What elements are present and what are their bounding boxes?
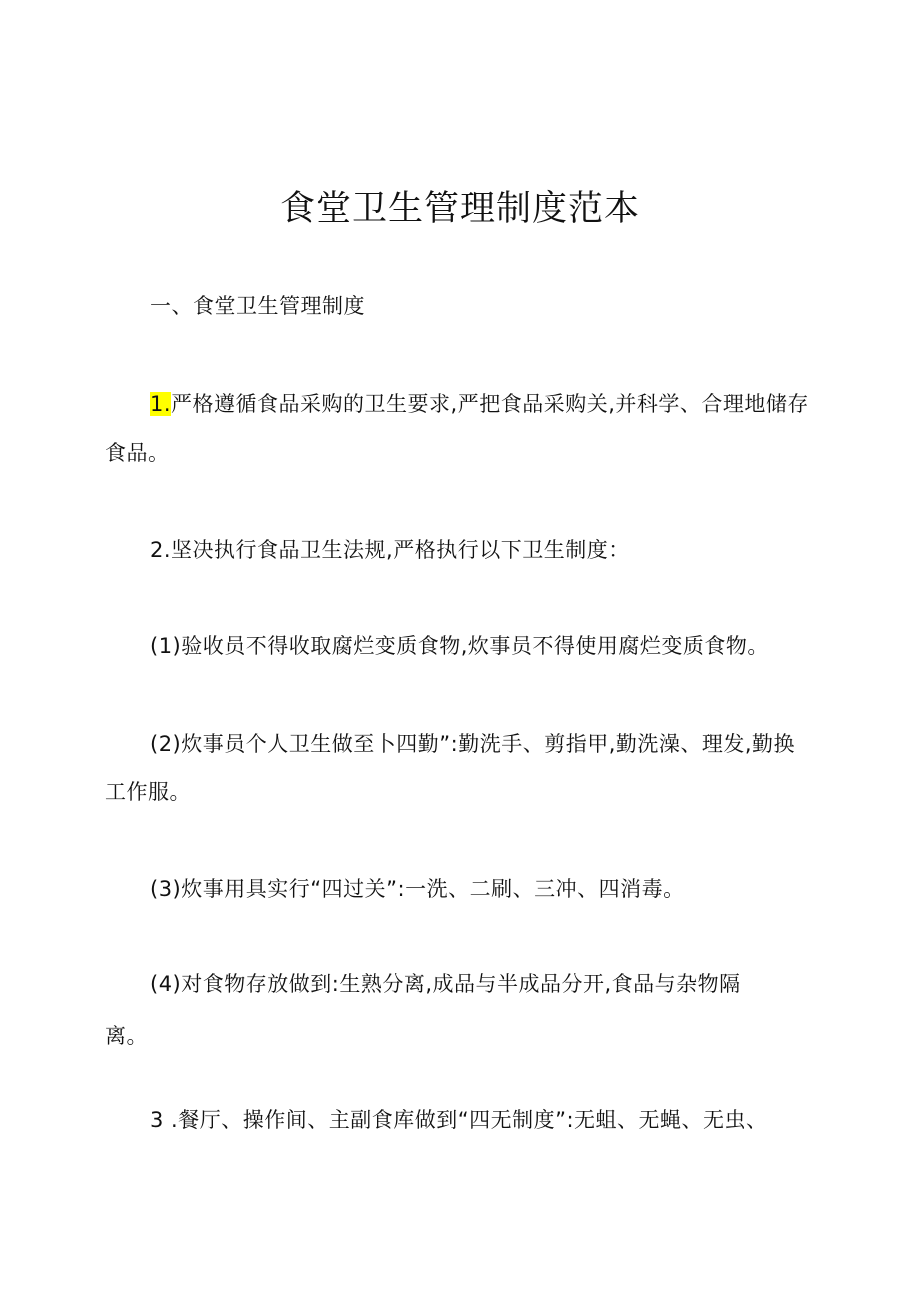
subitem-4-line-1: (4)对食物存放做到:生熟分离,成品与半成品分开,食品与杂物隔 — [150, 972, 741, 996]
subitem-2-line-2: 工作服。 — [105, 780, 191, 804]
item-1-text: 严格遵循食品采购的卫生要求,严把食品采购关,并科学、合理地储存 — [171, 392, 809, 416]
highlighted-item-number: 1. — [150, 392, 172, 416]
item-3: 3 .餐厅、操作间、主副食库做到“四无制度”:无蛆、无蝇、无虫、 — [150, 1108, 768, 1132]
subitem-3: (3)炊事用具实行“四过关”:一洗、二刷、三冲、四消毒。 — [150, 877, 685, 901]
subitem-4-line-2: 离。 — [105, 1024, 148, 1048]
section-heading: 一、食堂卫生管理制度 — [150, 294, 365, 318]
item-1-line-1 — [150, 389, 809, 419]
subitem-1: (1)验收员不得收取腐烂变质食物,炊事员不得使用腐烂变质食物。 — [150, 634, 769, 658]
item-1-line-2: 食品。 — [105, 441, 170, 465]
item-2: 2.坚决执行食品卫生法规,严格执行以下卫生制度： — [150, 538, 630, 562]
subitem-2-line-1: (2)炊事员个人卫生做至卜四勤”:勤洗手、剪指甲,勤洗澡、理发,勤换 — [150, 732, 796, 756]
document-title: 食堂卫生管理制度范本 — [279, 189, 640, 229]
